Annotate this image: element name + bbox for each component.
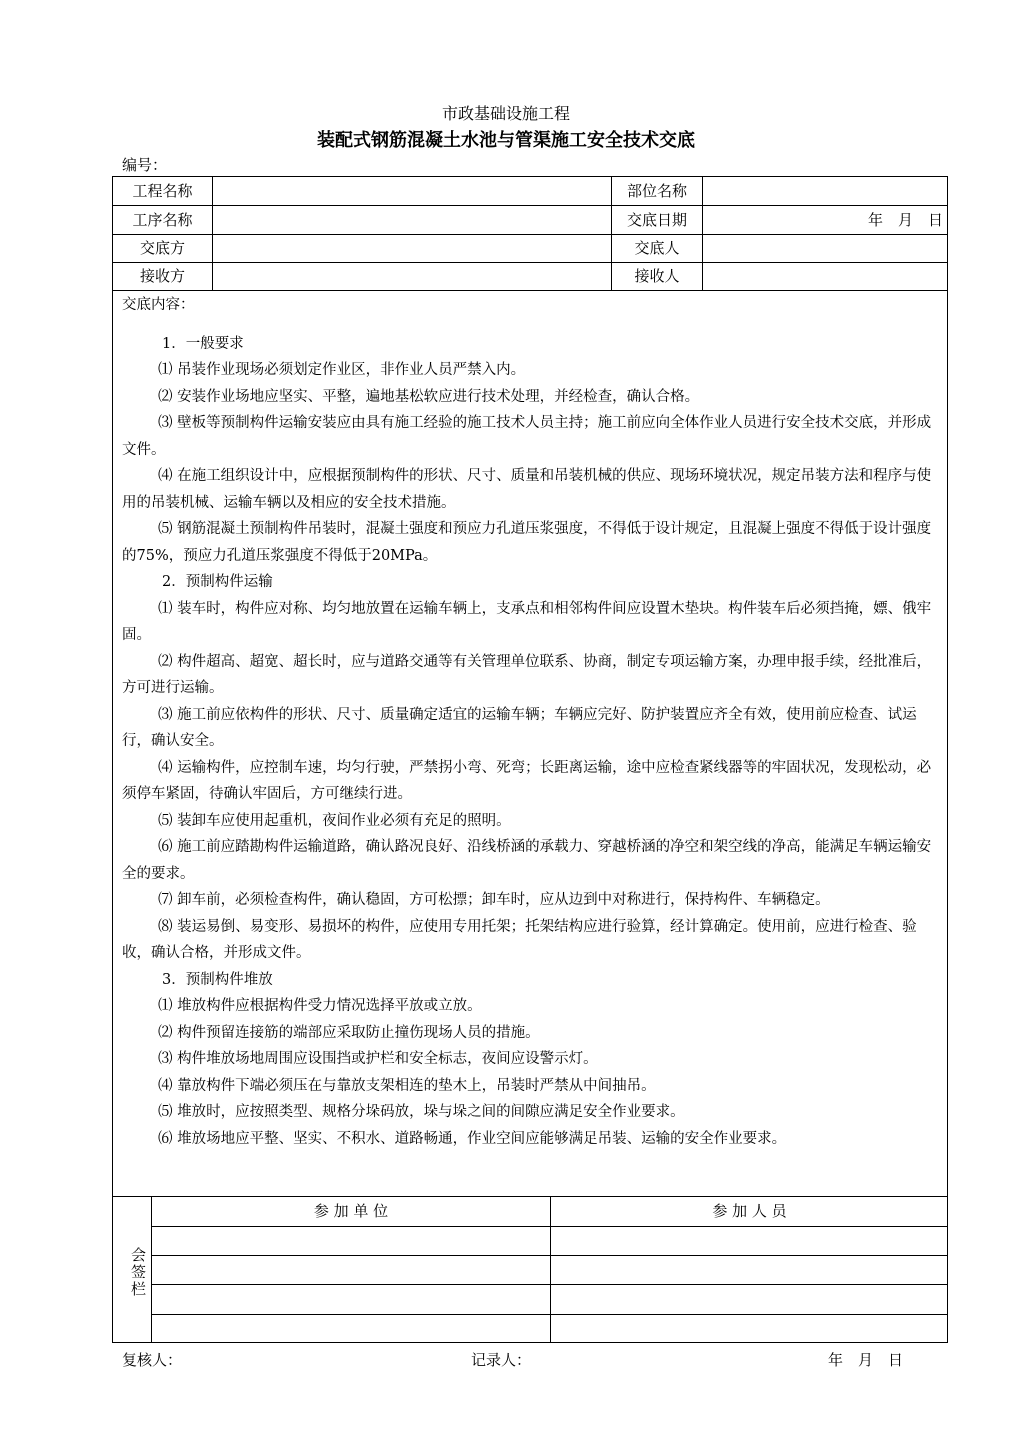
- receiver-person-field[interactable]: [703, 262, 948, 290]
- content-paragraph: ⑺ 卸车前，必须检查构件，确认稳固，方可松摽；卸车时，应从边到中对称进行，保持构件、车辆稳定。: [158, 892, 830, 908]
- giver-side-label: 交底方: [139, 239, 185, 257]
- row-divider: [151, 1255, 948, 1256]
- row-divider: [151, 1226, 948, 1227]
- recorder-label: 记录人：: [471, 1351, 532, 1369]
- content-paragraph: ⑸ 堆放时，应按照类型、规格分垛码放，垛与垛之间的间隙应满足安全作业要求。: [158, 1104, 685, 1120]
- content-paragraph: ⑷ 靠放构件下端必须压在与靠放支架相连的垫木上，吊装时严禁从中间抽吊。: [158, 1077, 656, 1094]
- content-lead: 交底内容：: [122, 297, 195, 313]
- content-paragraph: ⑻ 装运易倒、易变形、易损坏的构件，应使用专用托架；托架结构应进行验算，经计算确定。使用前，应进行检查、验收，确认合格，并形成文件。: [122, 918, 917, 961]
- content-paragraph: ⑵ 安装作业场地应坚实、平整，遍地基松软应进行技术处理，并经检查，确认合格。: [158, 388, 700, 405]
- section-heading: 1．一般要求: [162, 335, 244, 352]
- receiver-side-field[interactable]: [213, 262, 611, 290]
- giver-person-field[interactable]: [703, 234, 948, 262]
- part-name-label: 部位名称: [626, 182, 687, 200]
- document-title: 装配式钢筋混凝土水池与管渠施工安全技术交底: [317, 130, 695, 151]
- document-subtitle: 市政基础设施工程: [441, 104, 570, 123]
- section-heading: 2．预制构件运输: [162, 574, 273, 590]
- content-paragraph: ⑴ 装车时，构件应对称、均匀地放置在运输车辆上，支承点和相邻构件间应设置木垫块。构件装车后必须挡掩，嫖、俄牢固。: [122, 600, 932, 643]
- content-paragraph: ⑸ 钢筋混凝土预制构件吊装时，混凝土强度和预应力孔道压浆强度，不得低于设计规定，且混凝上强度不得低于设计强度的75%，预应力孔道压浆强度不得低于20MPa。: [122, 521, 932, 564]
- content-paragraph: ⑹ 施工前应踏勘构件运输道路，确认路况良好、沿线桥涵的承载力、穿越桥涵的净空和架空线的净高，能满足车辆运输安全的要求。: [122, 839, 932, 882]
- disclosure-date-field[interactable]: 年 月 日: [867, 211, 943, 229]
- content-paragraphs: [122, 331, 940, 1153]
- participant-people-header: 参 加 人 员: [712, 1202, 787, 1220]
- content-paragraph: ⑴ 堆放构件应根据构件受力情况选择平放或立放。: [158, 998, 482, 1014]
- content-paragraph: ⑶ 施工前应依构件的形状、尺寸、质量确定适宜的运输车辆；车辆应完好、防护装置应齐全有效，使用前应检查、试运行，确认安全。: [122, 706, 917, 749]
- project-name-field[interactable]: [213, 177, 611, 205]
- content-paragraph: ⑶ 壁板等预制构件运输安装应由具有施工经验的施工技术人员主持；施工前应向全体作业人员进行安全技术交底，并形成文件。: [122, 415, 932, 458]
- reviewer-label: 复核人：: [122, 1351, 183, 1369]
- content-paragraph: ⑷ 在施工组织设计中，应根据预制构件的形状、尺寸、质量和吊装机械的供应、现场环境状况，规定吊装方法和程序与使用的吊装机械、运输车辆以及相应的安全技术措施。: [122, 468, 932, 511]
- part-name-field[interactable]: [703, 177, 948, 205]
- receiver-person-label: 接收人: [634, 267, 680, 285]
- content-paragraph: ⑹ 堆放场地应平整、坚实、不积水、道路畅通，作业空间应能够满足吊装、运输的安全作业要求。: [158, 1130, 787, 1147]
- participant-unit-header: 参 加 单 位: [313, 1202, 389, 1220]
- disclosure-content: [122, 292, 940, 1152]
- project-name-label: 工程名称: [132, 182, 193, 200]
- footer-date: 年 月 日: [828, 1351, 904, 1369]
- row-divider: [113, 290, 948, 291]
- row-divider: [151, 1314, 948, 1315]
- process-name-field[interactable]: [213, 206, 611, 234]
- content-paragraph: ⑷ 运输构件，应控制车速，均匀行驶，严禁拐小弯、死弯；长距离运输，途中应检查紧线器等的牢固状况，发现松动，必须停车紧固，待确认牢固后，方可继续行进。: [122, 759, 932, 802]
- content-paragraph: ⑵ 构件超高、超宽、超长时，应与道路交通等有关管理单位联系、协商，制定专项运输方案，办理申报手续，经批准后，方可进行运输。: [122, 653, 932, 696]
- row-divider: [151, 1284, 948, 1285]
- content-paragraph: ⑴ 吊装作业现场必须划定作业区，非作业人员严禁入内。: [158, 362, 526, 378]
- disclosure-date-label: 交底日期: [626, 211, 687, 229]
- content-paragraph: ⑶ 构件堆放场地周围应设围挡或护栏和安全标志，夜间应设警示灯。: [158, 1051, 598, 1067]
- giver-side-field[interactable]: [213, 234, 611, 262]
- content-paragraph: ⑸ 装卸车应使用起重机，夜间作业必须有充足的照明。: [158, 812, 511, 829]
- section-heading: 3．预制构件堆放: [162, 971, 273, 988]
- document-number-label: 编号：: [122, 156, 168, 174]
- content-paragraph: ⑵ 构件预留连接筋的端部应采取防止撞伤现场人员的措施。: [158, 1024, 540, 1041]
- process-name-label: 工序名称: [132, 211, 193, 229]
- giver-person-label: 交底人: [634, 239, 680, 257]
- receiver-side-label: 接收方: [139, 267, 185, 285]
- signoff-section-label: 会签栏: [129, 1246, 147, 1298]
